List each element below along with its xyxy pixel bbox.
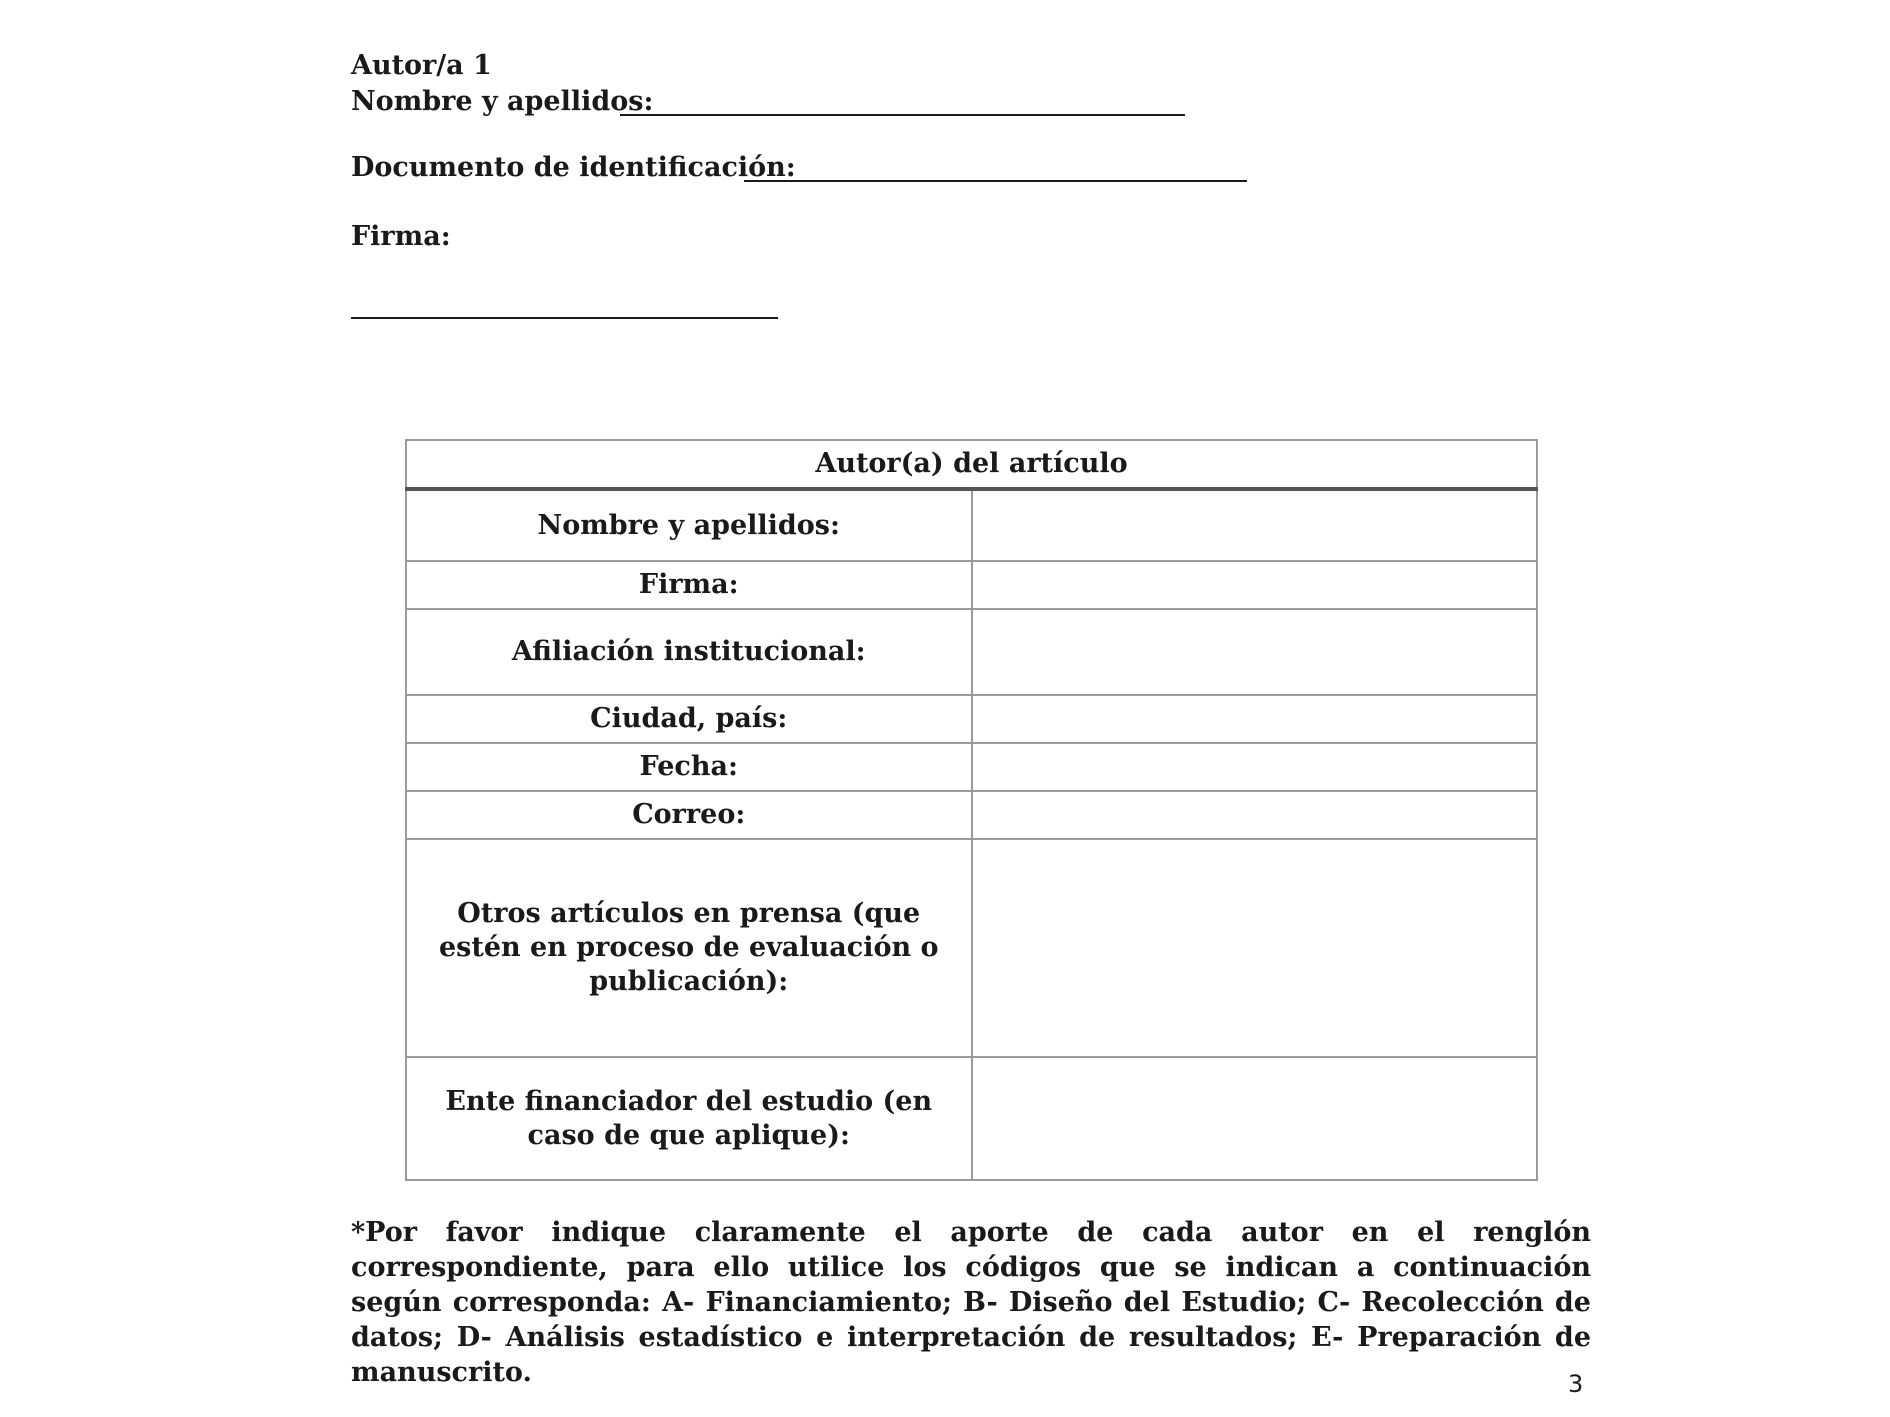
- row-value-email[interactable]: [972, 791, 1538, 839]
- author-info-table: [405, 439, 1538, 1181]
- name-blank-line: [620, 114, 1185, 116]
- contribution-note: *Por favor indique claramente el aporte de cada autor en el renglón correspondiente, para ello utilice los códigos que se indican a continuación según corresponda: A- Financiamiento; B- Diseño del Estudio; C- Recolección de datos; D- Análisis estadístico e interpretación de resultados; E- Preparación de manuscrito.: [351, 1217, 1591, 1388]
- table-row-other-articles: [406, 839, 1537, 1057]
- name-label: Nombre y apellidos:: [351, 86, 654, 117]
- table-row-signature: [406, 561, 1537, 609]
- row-label-affiliation: Afiliación institucional:: [406, 609, 972, 695]
- table-header: Autor(a) del artículo: [406, 440, 1537, 489]
- table-row-email: [406, 791, 1537, 839]
- row-value-affiliation[interactable]: [972, 609, 1538, 695]
- table-row-city-country: [406, 695, 1537, 743]
- row-label-other-articles: Otros artículos en prensa (que estén en proceso de evaluación o publicación):: [406, 839, 972, 1057]
- table-header-row: [406, 440, 1537, 489]
- row-value-other-articles[interactable]: [972, 839, 1538, 1057]
- row-value-name[interactable]: [972, 489, 1538, 561]
- row-value-date[interactable]: [972, 743, 1538, 791]
- table-row-funder: [406, 1057, 1537, 1180]
- signature-label: Firma:: [351, 221, 451, 252]
- row-value-signature[interactable]: [972, 561, 1538, 609]
- row-label-funder: Ente financiador del estudio (en caso de que aplique):: [406, 1057, 972, 1180]
- id-document-label: Documento de identificación:: [351, 152, 796, 183]
- row-value-funder[interactable]: [972, 1057, 1538, 1180]
- table-row-affiliation: [406, 609, 1537, 695]
- id-document-blank-line: [744, 180, 1247, 182]
- row-label-name: Nombre y apellidos:: [406, 489, 972, 561]
- row-value-city-country[interactable]: [972, 695, 1538, 743]
- table-row-date: [406, 743, 1537, 791]
- row-label-city-country: Ciudad, país:: [406, 695, 972, 743]
- table-row-name: [406, 489, 1537, 561]
- row-label-email: Correo:: [406, 791, 972, 839]
- page-number: 3: [1568, 1370, 1584, 1398]
- row-label-date: Fecha:: [406, 743, 972, 791]
- signature-blank-line: [351, 317, 778, 319]
- row-label-signature: Firma:: [406, 561, 972, 609]
- author-heading: Autor/a 1: [351, 50, 492, 81]
